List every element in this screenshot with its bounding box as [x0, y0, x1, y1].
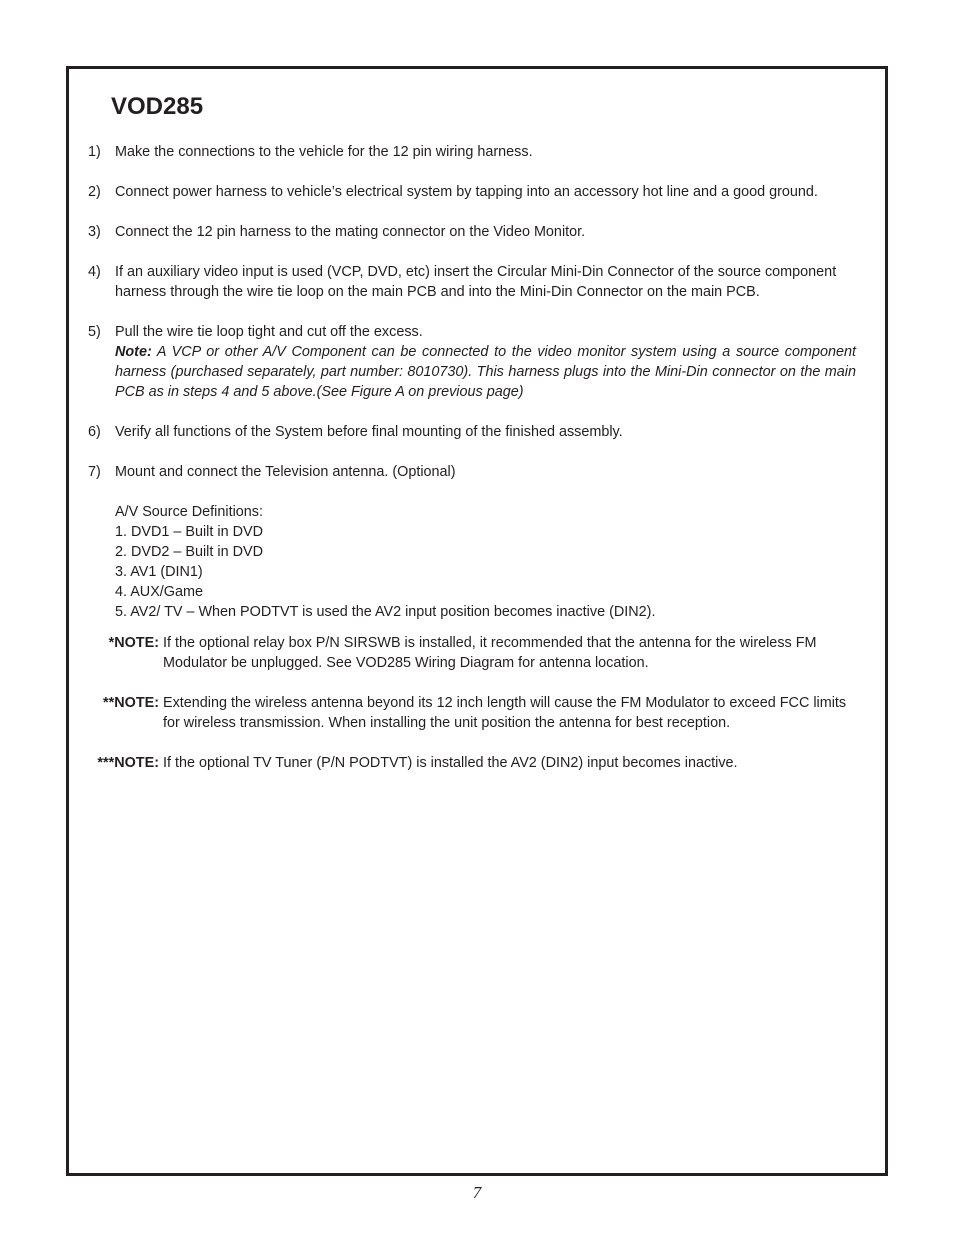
step-text: Connect power harness to vehicle’s electrical system by tapping into an accessory hot line and a good ground.	[115, 184, 818, 200]
definition-item: 5. AV2/ TV – When PODTVT is used the AV2 input position becomes inactive (DIN2).	[115, 604, 656, 620]
page-number: 7	[472, 1183, 482, 1202]
step-1	[88, 142, 856, 162]
step-6	[88, 422, 856, 442]
definition-item: 1. DVD1 – Built in DVD	[115, 524, 263, 540]
step-text: Connect the 12 pin harness to the mating connector on the Video Monitor.	[115, 224, 586, 240]
note-text: If the optional relay box P/N SIRSWB is installed, it recommended that the antenna for the wireless FM Modulator be unplugged. See VOD285 Wiring Diagram for antenna location.	[163, 635, 817, 671]
note-label: **NOTE:	[103, 695, 159, 711]
step-body	[115, 322, 856, 402]
step-3	[88, 222, 856, 242]
definitions-heading: A/V Source Definitions:	[115, 504, 263, 520]
step-number: 2)	[88, 184, 101, 200]
step-text: Pull the wire tie loop tight and cut off the excess.	[115, 324, 423, 340]
note-3	[88, 753, 856, 773]
instructions-content	[88, 142, 856, 793]
note-1	[88, 633, 856, 673]
step-number: 3)	[88, 224, 101, 240]
av-source-definitions	[115, 502, 856, 622]
note-text: Extending the wireless antenna beyond its 12 inch length will cause the FM Modulator to exceed FCC limits for wireless transmission. When installing the unit position the antenna for best reception.	[163, 695, 847, 731]
note-label: Note:	[115, 344, 152, 360]
note-text: If the optional TV Tuner (P/N PODTVT) is installed the AV2 (DIN2) input becomes inactive.	[163, 755, 738, 771]
step-number: 1)	[88, 144, 101, 160]
note-label: ***NOTE:	[97, 755, 159, 771]
definition-item: 4. AUX/Game	[115, 584, 203, 600]
step-text: If an auxiliary video input is used (VCP, DVD, etc) insert the Circular Mini-Din Connector of the source component harness through the wire tie loop on the main PCB and into the Mini-Din Connector on the main PCB.	[115, 264, 837, 300]
step-text: Make the connections to the vehicle for the 12 pin wiring harness.	[115, 144, 533, 160]
step-2	[88, 182, 856, 202]
note-2	[88, 693, 856, 733]
step-number: 6)	[88, 424, 101, 440]
step-text: Verify all functions of the System before final mounting of the finished assembly.	[115, 424, 623, 440]
definition-item: 2. DVD2 – Built in DVD	[115, 544, 263, 560]
step-number: 5)	[88, 324, 101, 340]
step-number: 4)	[88, 264, 101, 280]
step-note	[115, 342, 856, 402]
step-4	[88, 262, 856, 302]
note-text: A VCP or other A/V Component can be connected to the video monitor system using a source component harness (purchased separately, part number: 8010730). This harness plugs into the Mini-Din connector on the main PCB as in steps 4 and 5 above.(See Figure A on previous page)	[115, 344, 856, 400]
step-number: 7)	[88, 464, 101, 480]
definition-item: 3. AV1 (DIN1)	[115, 564, 203, 580]
note-label: *NOTE:	[108, 635, 159, 651]
page-title: VOD285	[111, 93, 204, 120]
step-text: Mount and connect the Television antenna. (Optional)	[115, 464, 456, 480]
step-7	[88, 462, 856, 482]
step-5	[88, 322, 856, 402]
